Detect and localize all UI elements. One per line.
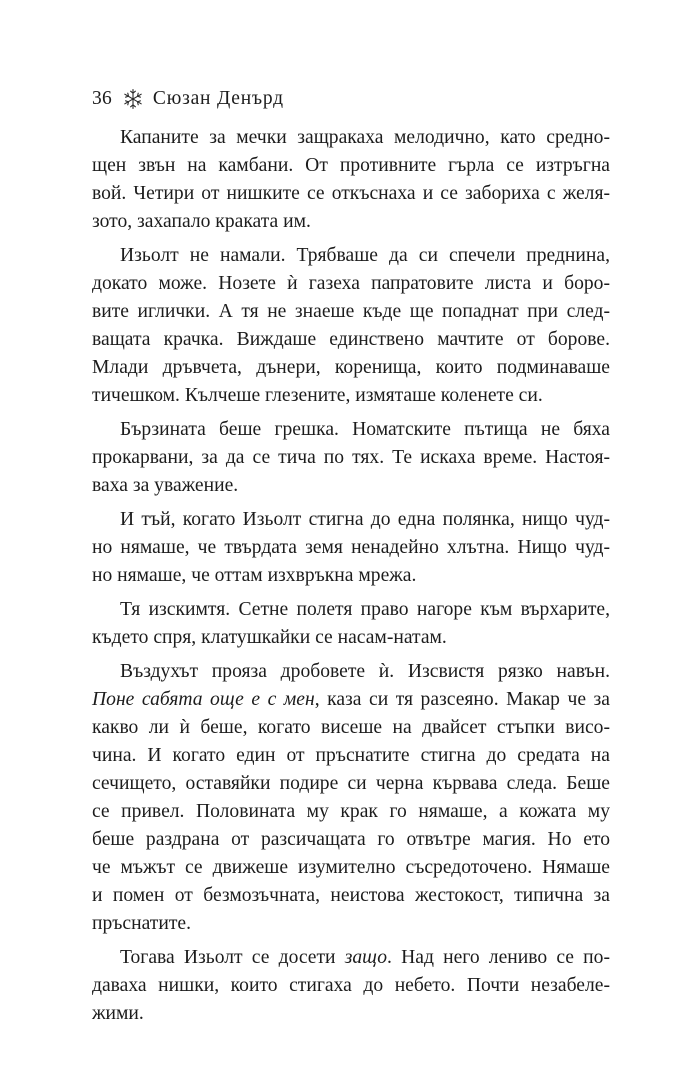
text-line: даваха нишки, които стигаха до небето. Почти незабеле- — [92, 975, 610, 996]
text-line: че мъжът се движеше изумително съсредоточено. Нямаше — [92, 857, 610, 878]
snowflake-ornament-icon — [121, 87, 145, 111]
text-line: тичешком. Кълчеше глезените, измяташе коленете си. — [92, 385, 543, 406]
text-line-with-italic — [92, 944, 610, 972]
text-line: вой. Четири от нишките се откъснаха и се забориха с желя- — [92, 183, 610, 204]
paragraph-5 — [92, 596, 610, 652]
paragraph-2 — [92, 242, 610, 410]
text-line: ваха за уважение. — [92, 475, 239, 496]
running-header — [92, 84, 284, 114]
body-text — [92, 124, 610, 1034]
text-line: но нямаше, че оттам изхвръкна мрежа. — [92, 565, 417, 586]
text-line: чина. И когато един от пръснатите стигна до средата на — [92, 745, 610, 766]
paragraph-7 — [92, 944, 610, 1028]
text-line: щен звън на камбани. От противните гърла се изтръгна — [92, 155, 610, 176]
text-segment: Тогава Изьолт се досети — [120, 947, 345, 968]
text-line: вите иглички. А тя не знаеше къде ще попаднат при след- — [92, 301, 610, 322]
paragraph-6 — [92, 658, 610, 938]
text-line: Изьолт не намали. Трябваше да си спечели преднина, — [120, 245, 610, 266]
text-line: какво ли ѝ беше, когато висеше на двайсет стъпки висо- — [92, 717, 610, 738]
text-line: ващата крачка. Виждаше единствено мачтите от борове. — [92, 329, 610, 350]
italic-word: защо — [344, 947, 388, 968]
page-number: 36 — [92, 88, 112, 109]
text-line: Тя изскимтя. Сетне полетя право нагоре към върхарите, — [120, 599, 610, 620]
text-segment: , каза си тя разсеяно. Макар че за — [314, 689, 610, 710]
text-line: и помен от безмозъчната, неистова жестокост, типична за — [92, 885, 610, 906]
paragraph-4 — [92, 506, 610, 590]
text-line: Млади дръвчета, дънери, коренища, които подминаваше — [92, 357, 610, 378]
text-line: жими. — [92, 1003, 144, 1024]
text-line: Бързината беше грешка. Номатските пътища не бяха — [120, 419, 610, 440]
text-line: но нямаше, че твърдата земя ненадейно хлътна. Нищо чуд- — [92, 537, 610, 558]
text-line-with-italic — [92, 686, 610, 714]
text-line: се привел. Половината му крак го нямаше, а кожата му — [92, 801, 610, 822]
text-line: прокарвани, за да се тича по тях. Те искаха време. Настоя- — [92, 447, 610, 468]
text-line: пръснатите. — [92, 913, 191, 934]
text-line: Въздухът прояза дробовете ѝ. Изсвистя рязко навън. — [120, 661, 610, 682]
text-line: сечището, оставяйки подире си черна кървава следа. Беше — [92, 773, 610, 794]
text-line: докато може. Нозете ѝ газеха папратовите листа и боро- — [92, 273, 610, 294]
text-segment: . Над него лениво се по- — [387, 947, 610, 968]
author-name: Сюзан Денърд — [152, 88, 284, 109]
text-line: Капаните за мечки защракаха мелодично, като средно- — [120, 127, 610, 148]
text-line: където спря, клатушкайки се насам-натам. — [92, 627, 447, 648]
text-line: зото, захапало краката им. — [92, 211, 311, 232]
text-line: И тъй, когато Изьолт стигна до една полянка, нищо чуд- — [120, 509, 610, 530]
italic-thought: Поне сабята още е с мен — [92, 689, 315, 710]
text-line: беше раздрана от разсичащата го отвътре магия. Но ето — [92, 829, 610, 850]
paragraph-1 — [92, 124, 610, 236]
paragraph-3 — [92, 416, 610, 500]
